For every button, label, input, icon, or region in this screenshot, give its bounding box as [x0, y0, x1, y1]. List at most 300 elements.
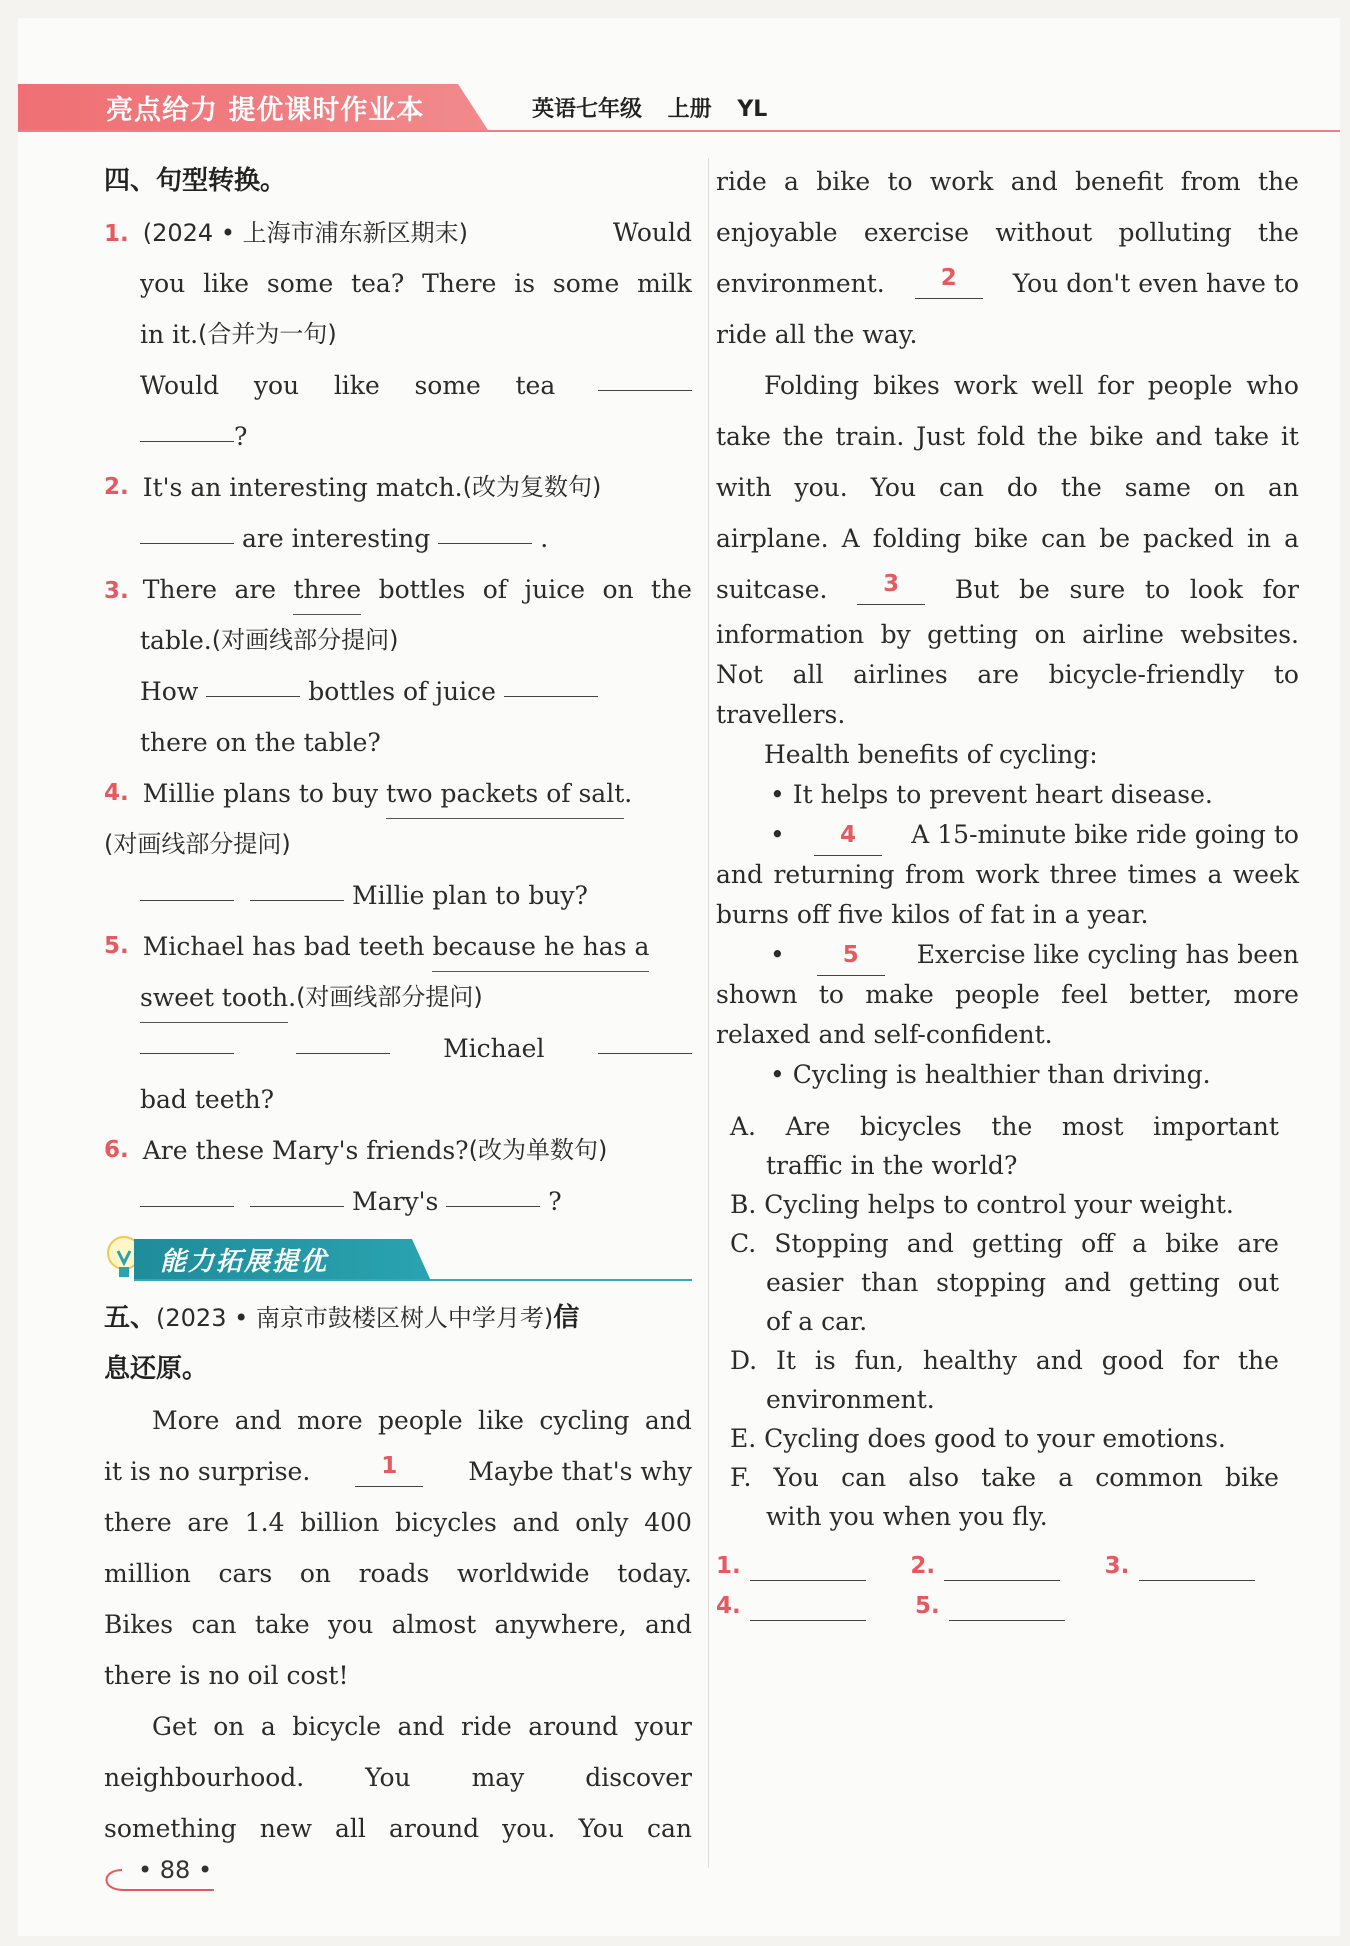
word: for: [1262, 575, 1299, 604]
word: environment.: [716, 269, 885, 298]
word: people: [955, 980, 1040, 1009]
bullet: •: [770, 820, 785, 849]
word: off: [1081, 1229, 1114, 1258]
word: there: [104, 1661, 172, 1690]
answer-blank[interactable]: [296, 1023, 390, 1054]
word: a: [1058, 1463, 1074, 1492]
word: a: [1207, 860, 1223, 889]
q1-text: in it.: [140, 320, 199, 349]
answer-blank[interactable]: [446, 1176, 540, 1207]
word: almost: [391, 1610, 477, 1639]
word: common: [1095, 1463, 1203, 1492]
q6-number: 6.: [104, 1137, 129, 1163]
word: do: [1006, 473, 1038, 502]
option-c-cont2: [716, 1302, 1299, 1341]
word: week: [1232, 860, 1299, 889]
word: Get: [152, 1712, 197, 1741]
word: bicycles: [860, 1112, 962, 1141]
word: Stopping: [774, 1229, 889, 1258]
word: like: [203, 269, 250, 298]
option-text: with you when you fly.: [766, 1502, 1048, 1531]
word: some: [414, 371, 481, 400]
word: and: [644, 1610, 692, 1639]
q3-text: table.: [140, 626, 212, 655]
word: more: [1233, 980, 1299, 1009]
word: enjoyable: [716, 218, 838, 247]
punct: ?: [234, 422, 248, 451]
word: to: [1273, 660, 1299, 689]
word: Are: [785, 1112, 831, 1141]
word: ride: [716, 167, 767, 196]
word: without: [995, 218, 1093, 247]
q4-text: Millie plans to buy: [142, 779, 379, 808]
section5-title-line2: [104, 1344, 692, 1395]
banner-rule: [134, 1279, 692, 1281]
answer-blank[interactable]: [598, 1023, 692, 1054]
word: be: [1019, 575, 1050, 604]
bullet-text: • It helps to prevent heart disease.: [770, 780, 1213, 809]
passage-text: You don't even have to: [1012, 269, 1299, 298]
word: may: [471, 1763, 525, 1792]
q1-line2: [104, 258, 692, 309]
word: who: [1246, 371, 1299, 400]
word: only: [575, 1508, 629, 1537]
passage-line: [716, 615, 1299, 655]
answer-item: [716, 1546, 910, 1586]
q6-text2: Mary's: [352, 1187, 439, 1216]
q6-line1: [104, 1125, 692, 1176]
word: exercise: [863, 218, 970, 247]
word: bikes: [873, 371, 940, 400]
answer-blank-3[interactable]: [1139, 1552, 1255, 1581]
word: by: [880, 620, 911, 649]
q3-line2: [104, 615, 692, 666]
word: can: [841, 1463, 887, 1492]
word: A: [841, 524, 860, 553]
section5-source: (2023 • 南京市鼓楼区树人中学月考): [156, 1304, 554, 1332]
answer-blank[interactable]: [250, 870, 344, 901]
word: are: [977, 660, 1019, 689]
word: discover: [585, 1763, 692, 1792]
q5-text2: Michael: [443, 1034, 545, 1063]
word: folding: [872, 524, 962, 553]
word: tea?: [351, 269, 405, 298]
word: and: [1035, 1346, 1083, 1375]
section5-number: 五、: [104, 1303, 157, 1333]
word: new: [259, 1814, 312, 1843]
passage-line: [104, 1803, 692, 1854]
answer-blank[interactable]: [250, 1176, 344, 1207]
word: than: [861, 1268, 919, 1297]
q3-text3: there on the table?: [140, 728, 381, 757]
passage-line: [716, 258, 1299, 309]
word: surprise.: [197, 1457, 311, 1486]
underlined-word: three: [293, 564, 361, 615]
option-e: [716, 1419, 1299, 1458]
answer-blank[interactable]: [438, 513, 532, 544]
word: out: [1237, 1268, 1279, 1297]
word: a: [784, 167, 799, 196]
passage-line: [716, 775, 1299, 815]
word: roads: [358, 1559, 430, 1588]
answer-blank-4[interactable]: [750, 1592, 866, 1621]
word: and: [512, 1508, 560, 1537]
word: all: [792, 660, 824, 689]
word: around: [388, 1814, 480, 1843]
word: better,: [1129, 980, 1213, 1009]
word: around: [528, 1712, 619, 1741]
page-footer: [94, 1856, 224, 1896]
q5-line4: [104, 1074, 692, 1125]
q5-line3: [104, 1023, 692, 1074]
section5-title-line1: [104, 1293, 692, 1344]
answer-blank[interactable]: [140, 870, 234, 901]
answer-number: 2.: [910, 1553, 936, 1579]
word: neighbourhood.: [104, 1763, 305, 1792]
passage-line: [716, 564, 1299, 615]
answer-blank-1[interactable]: [750, 1552, 866, 1581]
word: you: [328, 1610, 374, 1639]
q4-line3: [104, 870, 692, 921]
word: and: [1010, 167, 1058, 196]
q1-number: 1.: [104, 221, 129, 247]
passage-line: [104, 1395, 692, 1446]
passage-line: [716, 735, 1299, 775]
word: people: [378, 1406, 463, 1435]
word: juice: [524, 575, 586, 604]
passage-line: [716, 695, 1299, 735]
passage-line: [104, 1446, 692, 1497]
word: make: [865, 980, 934, 1009]
word: good: [1101, 1346, 1164, 1375]
right-column: [716, 156, 1299, 1626]
passage-line: [104, 1752, 692, 1803]
punct: .: [288, 983, 297, 1012]
word: take: [716, 422, 771, 451]
word: websites.: [1180, 620, 1299, 649]
option-f-cont: [716, 1497, 1299, 1536]
word: a: [1284, 524, 1299, 553]
passage-line: [716, 309, 1299, 360]
q6-instruction: (改为单数句): [468, 1136, 608, 1164]
word: 1.4: [244, 1508, 285, 1537]
word: bike: [1089, 422, 1144, 451]
word: are: [187, 1508, 230, 1537]
word: you.: [794, 473, 848, 502]
passage-line: [716, 513, 1299, 564]
word: You: [870, 473, 917, 502]
word: is: [130, 1457, 151, 1486]
word: some: [266, 269, 334, 298]
word: on: [213, 1712, 245, 1741]
option-d: [716, 1341, 1299, 1380]
answer-number: 3.: [1104, 1553, 1130, 1579]
q5-number: 5.: [104, 933, 129, 959]
option-c: [716, 1224, 1299, 1263]
word: and: [716, 860, 764, 889]
word: There: [142, 575, 218, 604]
answer-blank[interactable]: [140, 1176, 234, 1207]
passage-line: [716, 895, 1299, 935]
answer-item: [1105, 1546, 1299, 1586]
word: some: [552, 269, 620, 298]
word: can: [646, 1814, 692, 1843]
word: Just: [916, 422, 966, 451]
word: stopping: [936, 1268, 1047, 1297]
question-blank-1[interactable]: 1: [355, 1446, 423, 1487]
word: most: [1061, 1112, 1124, 1141]
workbook-page: [18, 18, 1340, 1936]
word: for: [1097, 371, 1134, 400]
q5-instruction: (对画线部分提问): [296, 983, 483, 1011]
word: bottles: [378, 575, 466, 604]
passage-line: [104, 1599, 692, 1650]
bullet-text: • Cycling is healthier than driving.: [770, 1060, 1211, 1089]
word: the: [991, 1112, 1033, 1141]
word: well: [1031, 371, 1084, 400]
answer-row: [716, 1546, 1299, 1586]
passage-text: Exercise like cycling has been: [916, 940, 1299, 969]
word: with: [716, 473, 772, 502]
answer-blank[interactable]: [206, 666, 300, 697]
passage-line: [716, 855, 1299, 895]
answer-number: 1.: [716, 1553, 741, 1579]
word: airline: [1082, 620, 1164, 649]
word: it: [104, 1457, 123, 1486]
word: is: [514, 269, 536, 298]
word: work: [975, 860, 1039, 889]
section4-title: 四、句型转换。: [104, 166, 287, 196]
word: fold: [976, 422, 1026, 451]
answer-item: [910, 1546, 1104, 1586]
word: benefit: [1074, 167, 1164, 196]
word: 400: [644, 1508, 692, 1537]
q3-text2: bottles of juice: [308, 677, 496, 706]
word: airlines: [853, 660, 948, 689]
word: bicycle-friendly: [1048, 660, 1245, 689]
word: Not: [716, 660, 763, 689]
punct: ?: [548, 1187, 562, 1216]
q1-source: (2024 • 上海市浦东新区期末): [142, 219, 468, 247]
passage-text: ride all the way.: [716, 320, 918, 349]
word: oil: [247, 1661, 279, 1690]
option-text: environment.: [766, 1385, 935, 1414]
q2-number: 2.: [104, 474, 129, 500]
option-letter: D.: [730, 1346, 758, 1375]
q2-line1: [104, 462, 692, 513]
answer-item: [716, 1586, 915, 1626]
answer-blank[interactable]: [140, 513, 234, 544]
question-blank-3[interactable]: 3: [857, 564, 925, 605]
bullet: •: [770, 940, 785, 969]
answer-number: 4.: [716, 1593, 741, 1619]
q6-line2: [104, 1176, 692, 1227]
word: worldwide: [457, 1559, 590, 1588]
word: Folding: [764, 371, 860, 400]
option-c-cont: [716, 1263, 1299, 1302]
q3-line3: [104, 666, 692, 717]
word: on: [1034, 620, 1066, 649]
word: something: [104, 1814, 237, 1843]
q3-instruction: (对画线部分提问): [211, 626, 399, 654]
brand-title: 亮点给力 提优课时作业本: [106, 95, 425, 126]
q4-text2: Millie plan to buy?: [352, 881, 588, 910]
answer-blank-2[interactable]: [944, 1552, 1060, 1581]
word: and: [1064, 1268, 1112, 1297]
option-a: [716, 1107, 1299, 1146]
word: same: [1124, 473, 1191, 502]
option-text: of a car.: [766, 1307, 868, 1336]
word: is: [814, 1346, 836, 1375]
option-a-cont: [716, 1146, 1299, 1185]
word: tea: [515, 371, 556, 400]
word: information: [716, 620, 865, 649]
passage-line: [716, 975, 1299, 1015]
word: there: [104, 1508, 172, 1537]
word: Bikes: [104, 1610, 174, 1639]
word: easier: [766, 1268, 844, 1297]
underlined-phrase: two packets of salt: [386, 768, 624, 819]
word: You: [773, 1463, 820, 1492]
word: from: [1180, 167, 1241, 196]
answer-blank[interactable]: [598, 360, 692, 391]
word: There: [422, 269, 497, 298]
word: cycling: [539, 1406, 630, 1435]
header-rule: [18, 130, 1340, 132]
word: You: [578, 1814, 624, 1843]
q3-line1: [104, 564, 692, 615]
question-blank-5[interactable]: 5: [817, 935, 885, 976]
word: airplane.: [716, 524, 829, 553]
q5-line1: [104, 921, 692, 972]
word: you: [140, 269, 186, 298]
word: can: [1041, 524, 1087, 553]
word: getting: [1128, 1268, 1220, 1297]
word: you: [253, 371, 300, 400]
option-letter: F.: [730, 1463, 752, 1492]
word: the: [782, 422, 824, 451]
passage-line: [716, 360, 1299, 411]
word: work: [929, 167, 994, 196]
word: cost!: [286, 1661, 349, 1690]
answer-blank[interactable]: [140, 411, 234, 442]
word: take: [981, 1463, 1037, 1492]
word: million: [104, 1559, 191, 1588]
word: suitcase.: [716, 575, 828, 604]
word: the: [650, 575, 692, 604]
word: fun,: [854, 1346, 904, 1375]
word: It: [776, 1346, 796, 1375]
passage-line: [104, 1497, 692, 1548]
word: to: [887, 167, 913, 196]
word: also: [908, 1463, 960, 1492]
punct: .: [624, 779, 633, 808]
word: from: [905, 860, 965, 889]
passage-line: [716, 1015, 1299, 1055]
word: and: [644, 1406, 692, 1435]
word: an: [1267, 473, 1299, 502]
word: three: [1049, 860, 1118, 889]
q3-line4: [104, 717, 692, 768]
word: healthy: [922, 1346, 1017, 1375]
word: people: [1147, 371, 1233, 400]
q5-line2: [104, 972, 692, 1023]
q1-instruction: (合并为一句): [198, 320, 337, 348]
answer-blank[interactable]: [504, 666, 598, 697]
word: your: [634, 1712, 692, 1741]
passage-text: travellers.: [716, 700, 846, 729]
q1-word: Would: [612, 218, 692, 247]
word: the: [1237, 1346, 1279, 1375]
word: to: [818, 980, 844, 1009]
word: take: [1214, 422, 1270, 451]
word: returning: [773, 860, 895, 889]
passage-line: [716, 1055, 1299, 1095]
q5-text3: bad teeth?: [140, 1085, 275, 1114]
word: you.: [502, 1814, 556, 1843]
word: and: [1155, 422, 1203, 451]
underlined-phrase: sweet tooth: [140, 972, 288, 1023]
word: take: [254, 1610, 310, 1639]
word: a: [1132, 1229, 1148, 1258]
passage-line: [104, 1548, 692, 1599]
q2-text: It's an interesting match.: [142, 473, 463, 502]
passage-line: [104, 1650, 692, 1701]
question-blank-4[interactable]: 4: [814, 815, 882, 856]
page-header: [18, 84, 1340, 146]
q4-line2: [104, 819, 692, 870]
passage-line: [716, 156, 1299, 207]
word: like: [333, 371, 380, 400]
passage-line: [716, 411, 1299, 462]
option-letter: C.: [730, 1229, 757, 1258]
option-b: [716, 1185, 1299, 1224]
option-text: traffic in the world?: [766, 1151, 1018, 1180]
passage-line: [716, 462, 1299, 513]
word: billion: [300, 1508, 380, 1537]
answer-blank[interactable]: [140, 1023, 234, 1054]
word: a: [260, 1712, 276, 1741]
question-blank-2[interactable]: 2: [915, 258, 983, 299]
word: and: [397, 1712, 445, 1741]
word: feel: [1061, 980, 1108, 1009]
word: like: [478, 1406, 524, 1435]
word: bicycles: [395, 1508, 497, 1537]
answer-blank-5[interactable]: [949, 1592, 1065, 1621]
word: work: [953, 371, 1018, 400]
benefits-heading: Health benefits of cycling:: [764, 740, 1098, 769]
q4-number: 4.: [104, 780, 129, 806]
q2-instruction: (改为复数句): [462, 473, 602, 501]
left-column: [104, 156, 692, 1854]
section5-title2: 息还原。: [104, 1354, 209, 1384]
word: and: [234, 1406, 282, 1435]
q5-text: Michael has bad teeth: [142, 932, 425, 961]
word: and: [906, 1229, 954, 1258]
q1-line1: [104, 207, 692, 258]
word: no: [208, 1661, 240, 1690]
word: no: [158, 1457, 190, 1486]
word: ride: [461, 1712, 512, 1741]
option-d-cont: [716, 1380, 1299, 1419]
option-text: E. Cycling does good to your emotions.: [730, 1424, 1226, 1453]
word: bicycle: [292, 1712, 382, 1741]
word: more: [297, 1406, 363, 1435]
word: important: [1153, 1112, 1279, 1141]
word: train.: [835, 422, 905, 451]
q4-instruction: (对画线部分提问): [104, 830, 291, 858]
word: You: [365, 1763, 411, 1792]
